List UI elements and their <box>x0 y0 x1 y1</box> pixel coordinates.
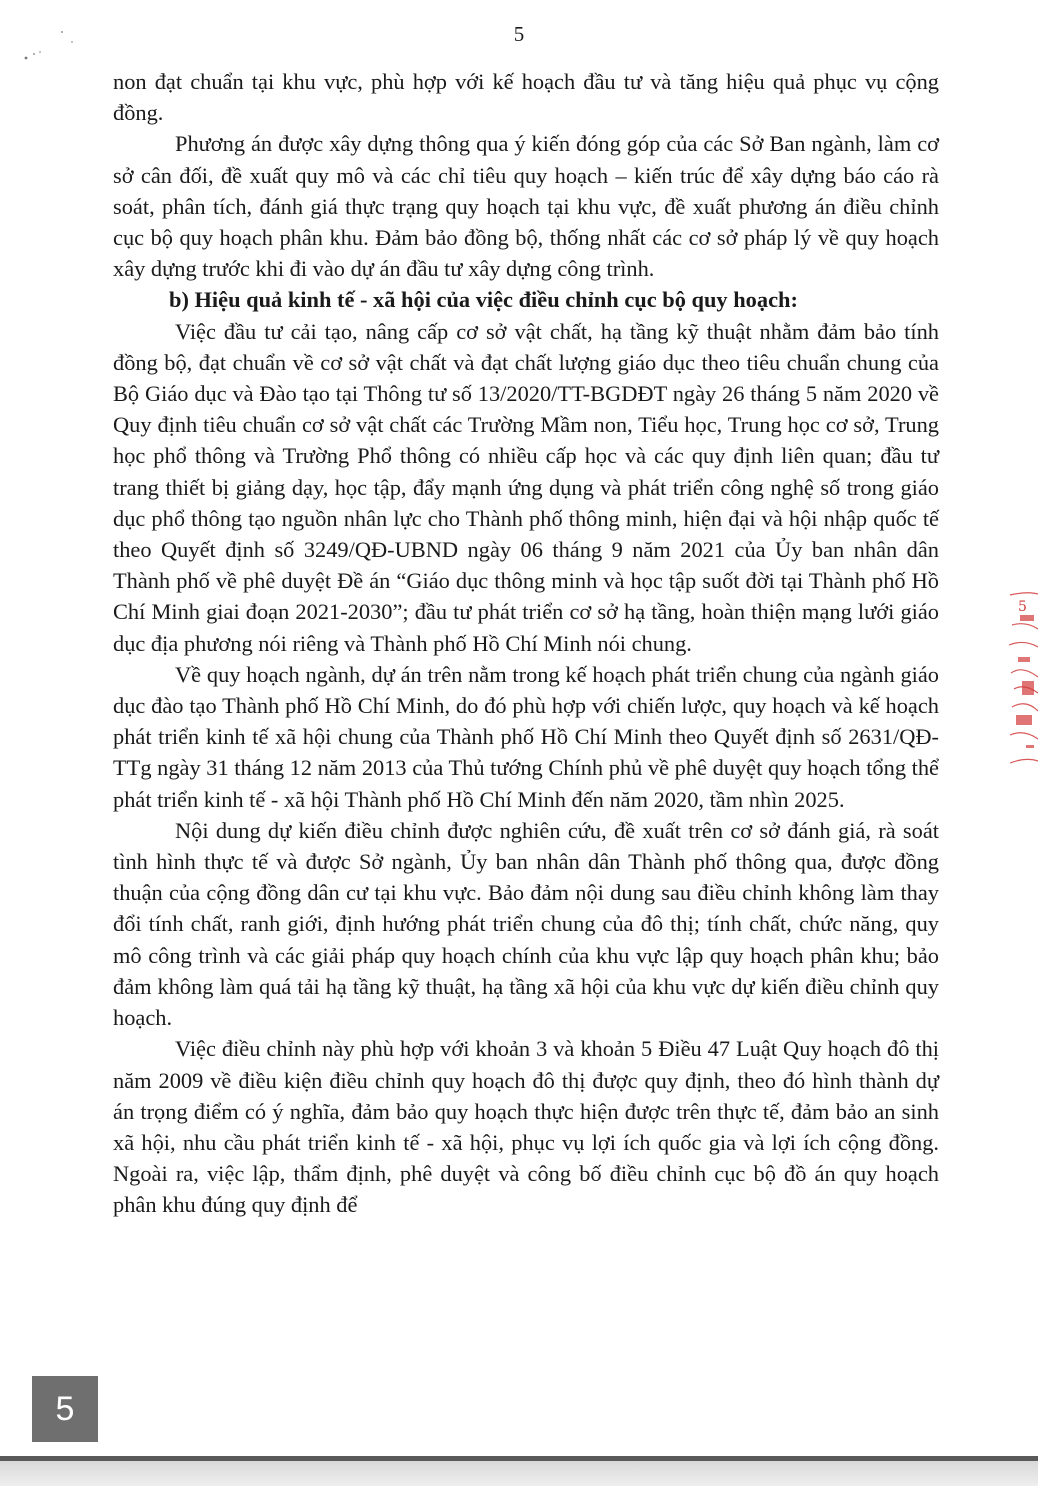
page-number: 5 <box>513 22 525 46</box>
paragraph: non đạt chuẩn tại khu vực, phù hợp với kế hoạch đầu tư và tăng hiệu quả phục vụ cộng đồng. <box>113 69 939 126</box>
paragraph: Việc đầu tư cải tạo, nâng cấp cơ sở vật chất, hạ tầng kỹ thuật nhằm đảm bảo tính đồng bộ, đạt chuẩn về cơ sở vật chất và đạt chất lượng giáo dục theo tiêu chuẩn chung của Bộ Giáo dục và Đào tạo tại Thông tư số 13/2020/TT-BGDĐT ngày 26 tháng 5 năm 2020 về Quy định tiêu chuẩn cơ sở vật chất các Trường Mầm non, Tiểu học, Trung học cơ sở, Trung học phổ thông và Trường Phổ thông có nhiều cấp học và các quy định liên quan; đầu tư trang thiết bị giảng dạy, học tập, đẩy mạnh ứng dụng và phát triển công nghệ số trong giáo dục phổ thông tạo nguồn nhân lực cho Thành phố thông minh, hiện đại và hội nhập quốc tế theo Quyết định số 3249/QĐ-UBND ngày 06 tháng 9 năm 2021 của Ủy ban nhân dân Thành phố về phê duyệt Đề án “Giáo dục thông minh và học tập suốt đời tại Thành phố Hồ Chí Minh giai đoạn 2021-2030”; đầu tư phát triển cơ sở hạ tầng, hoàn thiện mạng lưới giáo dục địa phương nói riêng và Thành phố Hồ Chí Minh nói chung. <box>113 318 939 656</box>
page-badge: 5 <box>32 1376 98 1442</box>
paragraph: Về quy hoạch ngành, dự án trên nằm trong kế hoạch phát triển chung của ngành giáo dục đào tạo Thành phố Hồ Chí Minh, do đó phù hợp với chiến lược, quy hoạch và kế hoạch phát triển kinh tế xã hội chung của Thành phố Hồ Chí Minh theo Quyết định số 2631/QĐ-TTg ngày 31 tháng 12 năm 2013 của Thủ tướng Chính phủ về phê duyệt quy hoạch tổng thể phát triển kinh tế - xã hội Thành phố Hồ Chí Minh đến năm 2020, tầm nhìn 2025. <box>113 661 939 812</box>
paragraph: Phương án được xây dựng thông qua ý kiến đóng góp của các Sở Ban ngành, làm cơ sở cân đối, đề xuất quy mô và các chỉ tiêu quy hoạch – kiến trúc để xây dựng báo cáo rà soát, phân tích, đánh giá thực trạng quy hoạch tại khu vực, đề xuất phương án điều chỉnh cục bộ quy hoạch phân khu. Đảm bảo đồng bộ, thống nhất các cơ sở pháp lý về quy hoạch xây dựng trước khi đi vào dự án đầu tư xây dựng công trình. <box>113 131 939 282</box>
paragraph: Việc điều chỉnh này phù hợp với khoản 3 và khoản 5 Điều 47 Luật Quy hoạch đô thị năm 2009 về điều kiện điều chỉnh quy hoạch đô thị được quy định, theo đó hình thành dự án trọng điểm có ý nghĩa, đảm bảo quy hoạch thực hiện được trên thực tế, đảm bảo an sinh xã hội, nhu cầu phát triển kinh tế - xã hội, phục vụ lợi ích quốc gia và lợi ích cộng đồng. Ngoài ra, việc lập, thẩm định, phê duyệt và công bố điều chỉnh cục bộ đồ án quy hoạch phân khu đúng quy định để <box>113 1036 939 1218</box>
scan-specks <box>22 28 82 68</box>
document-body <box>113 66 939 1221</box>
section-heading: b) Hiệu quả kinh tế - xã hội của việc điều chỉnh cục bộ quy hoạch: <box>169 287 798 313</box>
paragraph: Nội dung dự kiến điều chỉnh được nghiên cứu, đề xuất trên cơ sở đánh giá, rà soát tình hình thực tế và được Sở ngành, Ủy ban nhân dân Thành phố thông qua, được đồng thuận của cộng đồng dân cư tại khu vực. Bảo đảm nội dung sau điều chỉnh không làm thay đổi tính chất, ranh giới, định hướng phát triển chung của đô thị; tính chất, chức năng, quy mô công trình và các giải pháp quy hoạch chính của khu vực lập quy hoạch phân khu; bảo đảm không làm quá tải hạ tầng kỹ thuật, hạ tầng xã hội của khu vực dự kiến điều chỉnh quy hoạch. <box>113 817 939 1031</box>
stamp-edge-text: 5 <box>1018 599 1027 615</box>
red-stamp-fragment <box>1008 585 1038 770</box>
scan-bottom-edge <box>0 1456 1038 1486</box>
